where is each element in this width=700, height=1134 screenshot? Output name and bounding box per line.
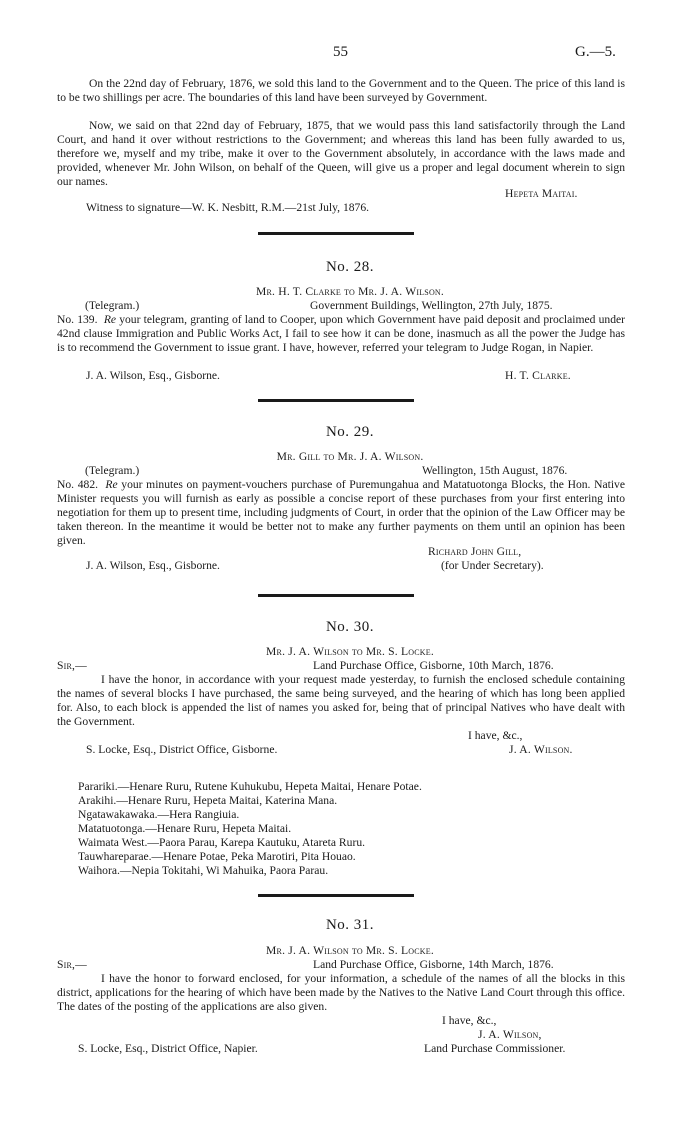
letter-28-from-to: Mr. H. T. Clarke to Mr. J. A. Wilson.: [256, 285, 444, 298]
letter-29-addressee: J. A. Wilson, Esq., Gisborne.: [86, 559, 220, 572]
block-list-item: Waihora.—Nepia Tokitahi, Wi Mahuika, Paora Parau.: [78, 864, 329, 877]
letter-29-number: No. 29.: [325, 424, 375, 440]
block-list-item: Parariki.—Henare Ruru, Rutene Kuhukubu, Hepeta Maitai, Henare Potae.: [78, 780, 422, 793]
letter-28-dateline: Government Buildings, Wellington, 27th July, 1875.: [310, 299, 553, 312]
letter-29-from-to: Mr. Gill to Mr. J. A. Wilson.: [276, 450, 424, 463]
letter-28-text: your telegram, granting of land to Cooper, upon which Government have paid deposit and proclaimed under 42nd clause Immigration and Public Works Act, I fail to see how it can be done, inasmuch as all the power the Judge has is to recommend the Government to issue grant. I have, however, referred your telegram to Judge Rogan, in Napier.: [57, 313, 626, 354]
letter-28-body: [57, 313, 625, 355]
block-list-item: Tauwhareparae.—Henare Potae, Peka Marotiri, Pita Houao.: [78, 850, 356, 863]
letter-29-re: Re: [105, 478, 118, 491]
letter-31-signature: J. A. Wilson,: [478, 1028, 542, 1041]
letter-29-signature-role: (for Under Secretary).: [441, 559, 544, 572]
paragraph-sale: On the 22nd day of February, 1876, we sold this land to the Government and to the Queen. The price of this land is to be two shillings per acre. The boundaries of this land have been surveyed by Government.: [57, 77, 625, 104]
letter-29-signature: Richard John Gill,: [428, 545, 522, 558]
letter-30-dateline: Land Purchase Office, Gisborne, 10th March, 1876.: [313, 659, 554, 672]
letter-31-from-to: Mr. J. A. Wilson to Mr. S. Locke.: [266, 944, 434, 957]
letter-30-closing: I have, &c.,: [468, 729, 523, 742]
block-list-item: Matatuotonga.—Henare Ruru, Hepeta Maitai.: [78, 822, 292, 835]
letter-30-from-to: Mr. J. A. Wilson to Mr. S. Locke.: [266, 645, 434, 658]
letter-30-addressee: S. Locke, Esq., District Office, Gisborne.: [86, 743, 278, 756]
letter-30-body: I have the honor, in accordance with your request made yesterday, to furnish the enclosed schedule containing the names of several blocks I have purchased, the same being surveyed, and the hearing of which has long been applied for. Also, to each block is appended the list of names you asked for, being that of principal Natives who have dealt with the Government.: [57, 673, 625, 728]
letter-31-signature-role: Land Purchase Commissioner.: [424, 1042, 566, 1055]
page-number: 55: [333, 44, 348, 60]
letter-28-ref-no: No. 139.: [57, 313, 98, 326]
section-divider: [258, 594, 414, 597]
section-divider: [258, 399, 414, 402]
letter-29-text: your minutes on payment-vouchers purchase of Puremungahua and Matatuotonga Blocks, the Hon. Native Minister requests you will furnish as early as possible a concise report of these purchases from your first entering into negotiation for them up to present time, including judgments of Court, in order that the opinion of the Law Officer may be taken thereon. In the meantime it would be better not to make any further payments on them until an opinion has been given.: [57, 478, 625, 547]
letter-29-body: [57, 478, 625, 548]
letter-30-salutation: Sir,—: [57, 659, 87, 672]
letter-31-body: I have the honor to forward enclosed, for your information, a schedule of the names of all the blocks in this district, applications for the hearing of which have been made by the Natives to the Native Land Court through this office. The dates of the posting of the applications are also given.: [57, 972, 625, 1013]
section-divider: [258, 894, 414, 897]
paragraph-transfer: Now, we said on that 22nd day of February, 1875, that we would pass this land satisfactorily through the Land Court, and hand it over without restrictions to the Government; and whereas this land has been fully awarded to us, therefore we, myself and my tribe, make it over to the Government absolutely, in accordance with the laws made and provided, whenever Mr. John Wilson, on behalf of the Queen, will give us a proper and legal document wherein to sign our names.: [57, 119, 625, 188]
letter-30-signature: J. A. Wilson.: [509, 743, 573, 756]
block-list-item: Arakihi.—Henare Ruru, Hepeta Maitai, Katerina Mana.: [78, 794, 338, 807]
witness-line: Witness to signature—W. K. Nesbitt, R.M.—21st July, 1876.: [86, 201, 370, 214]
section-divider: [258, 232, 414, 235]
letter-29-ref-no: No. 482.: [57, 478, 99, 491]
letter-28-type: (Telegram.): [85, 299, 140, 312]
letter-31-number: No. 31.: [325, 917, 375, 933]
letter-31-closing: I have, &c.,: [442, 1014, 497, 1027]
letter-31-salutation: Sir,—: [57, 958, 87, 971]
letter-28-re: Re: [103, 313, 117, 326]
document-reference: G.—5.: [575, 44, 616, 60]
signature-hepeta: Hepeta Maitai.: [505, 187, 578, 200]
letter-28-number: No. 28.: [325, 259, 375, 275]
block-list-item: Ngatawakawaka.—Hera Rangiuia.: [78, 808, 240, 821]
letter-29-dateline: Wellington, 15th August, 1876.: [422, 464, 568, 477]
letter-31-addressee: S. Locke, Esq., District Office, Napier.: [78, 1042, 258, 1055]
letter-31-dateline: Land Purchase Office, Gisborne, 14th March, 1876.: [313, 958, 554, 971]
block-list-item: Waimata West.—Paora Parau, Karepa Kautuku, Atareta Ruru.: [78, 836, 366, 849]
letter-28-signature: H. T. Clarke.: [505, 369, 571, 382]
letter-30-number: No. 30.: [325, 619, 375, 635]
letter-28-addressee: J. A. Wilson, Esq., Gisborne.: [86, 369, 220, 382]
letter-29-type: (Telegram.): [85, 464, 140, 477]
